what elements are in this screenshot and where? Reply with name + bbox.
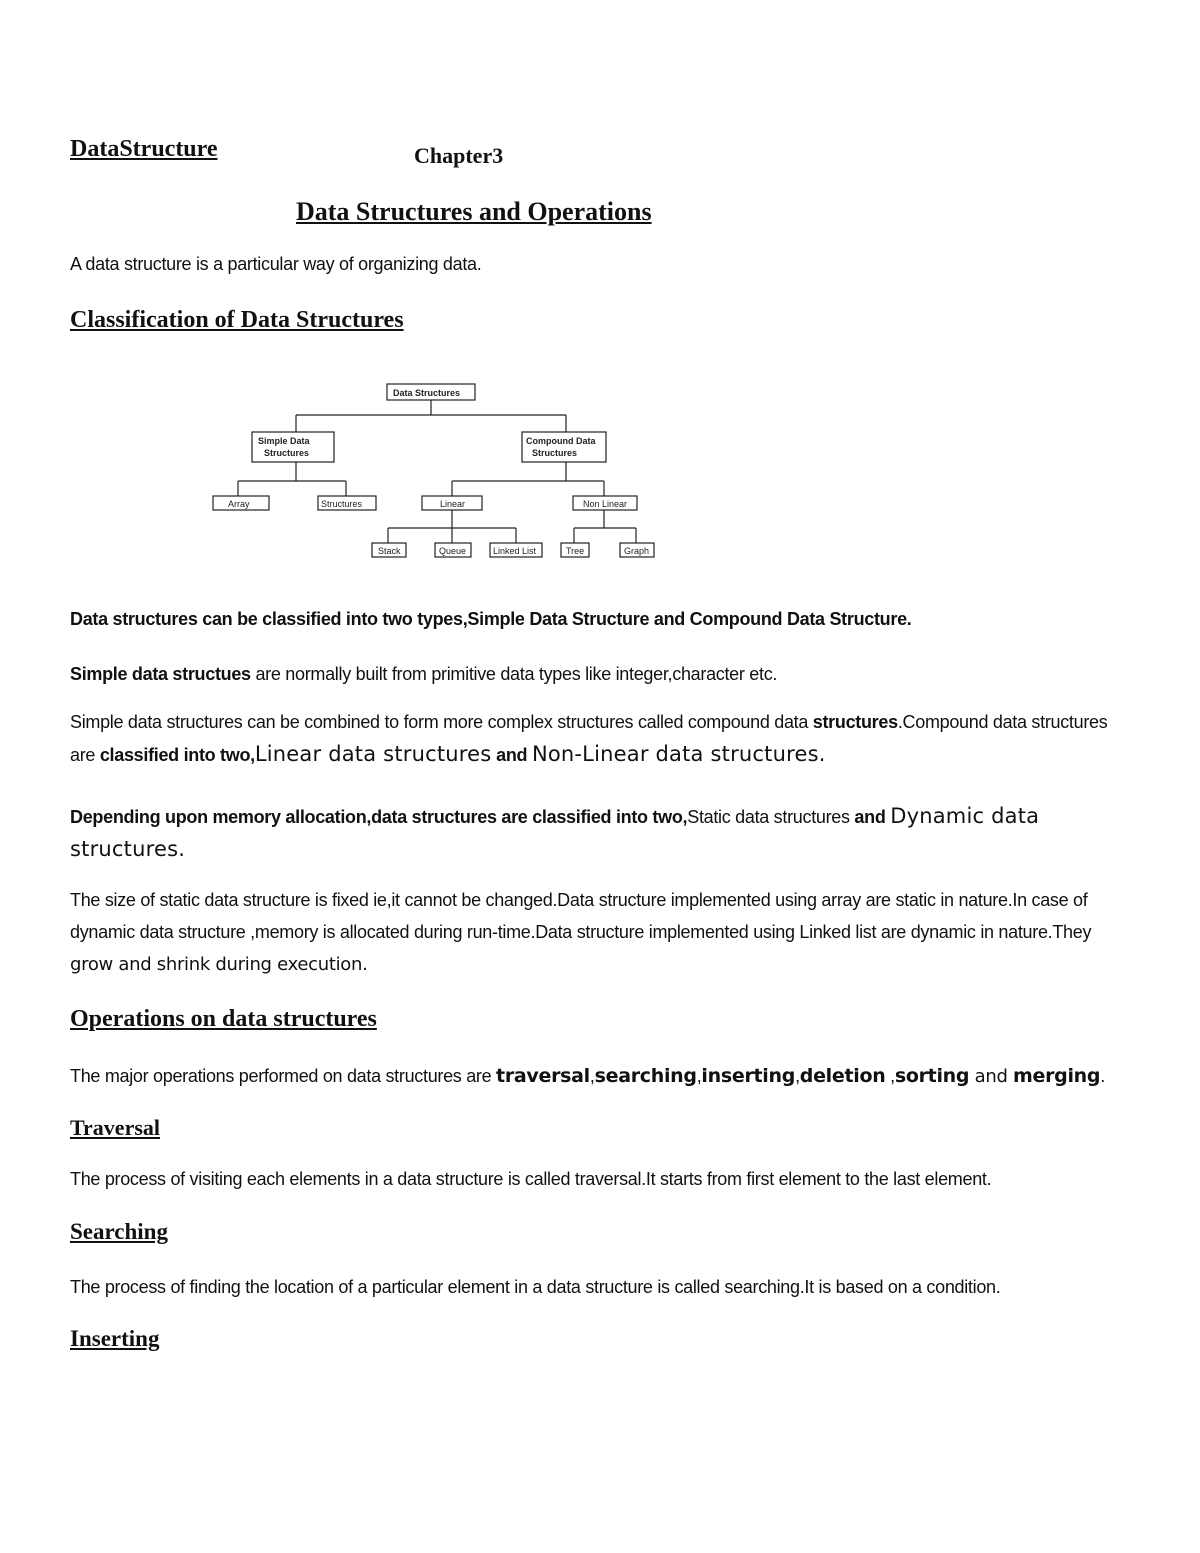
node-simple-label bbox=[258, 436, 312, 458]
node-nonlinear-label: Non Linear bbox=[583, 499, 628, 509]
searching-text: The process of finding the location of a particular element in a data structure is called searching.It is based on a condition. bbox=[70, 1277, 1001, 1297]
node-linkedlist-label: Linked List bbox=[493, 546, 537, 556]
p4-c: and bbox=[849, 807, 891, 827]
p3-g: Non-Linear data structures. bbox=[531, 742, 826, 766]
p2-bold: Simple data structues bbox=[70, 664, 251, 684]
diagram-svg bbox=[200, 375, 665, 565]
ops-traversal: traversal bbox=[496, 1065, 590, 1087]
ops-deletion: deletion bbox=[799, 1065, 886, 1087]
classification-paragraph-4 bbox=[70, 800, 1130, 866]
ops-inserting: inserting bbox=[701, 1065, 796, 1087]
node-simple-label-line: Simple Data bbox=[258, 436, 310, 446]
p4-b: Static data structures bbox=[687, 807, 850, 827]
chapter-label: Chapter3 bbox=[414, 143, 504, 168]
p5-a: The size of static data structure is fixed ie,it cannot be changed.Data structure implemented using array are static in nature.In case of dynamic data structure ,memory is allocated during run-time.Data structure implemented using Linked list are dynamic in nature.They bbox=[70, 890, 1092, 942]
p4-a: Depending upon memory allocation,data structures are classified into two, bbox=[70, 807, 688, 827]
p3-b: structures bbox=[812, 712, 898, 732]
node-compound-label bbox=[526, 436, 598, 458]
p4-d: Dynamic data structures. bbox=[70, 804, 1040, 861]
traversal-text: The process of visiting each elements in a data structure is called traversal.It starts from first element to the last element. bbox=[70, 1169, 992, 1189]
inserting-heading: Inserting bbox=[70, 1326, 160, 1351]
traversal-heading: Traversal bbox=[70, 1115, 161, 1140]
ops-and: and bbox=[969, 1066, 1014, 1087]
node-graph-label: Graph bbox=[624, 546, 650, 556]
subject-header: DataStructure bbox=[70, 136, 218, 162]
node-compound-label-line-2: Structures bbox=[532, 448, 578, 458]
p3-d: classified into two, bbox=[99, 745, 255, 765]
node-linear-label: Linear bbox=[440, 499, 466, 509]
p3-e: Linear data structures bbox=[254, 742, 492, 766]
ops-searching: searching bbox=[594, 1065, 697, 1087]
node-structures-label: Structures bbox=[321, 499, 363, 509]
classification-paragraph-1: Data structures can be classified into two types,Simple Data Structure and Compound Data Structure. bbox=[70, 609, 912, 629]
node-queue-label: Queue bbox=[439, 546, 467, 556]
node-tree-label: Tree bbox=[566, 546, 585, 556]
intro-text: A data structure is a particular way of organizing data. bbox=[70, 254, 482, 274]
p3-a: Simple data structures can be combined to form more complex structures called compound data bbox=[70, 712, 813, 732]
ops-merging: merging bbox=[1013, 1065, 1101, 1087]
p3-c: .Compound data structures are bbox=[70, 712, 1108, 765]
node-compound-label-line: Compound Data bbox=[526, 436, 596, 446]
node-stack-label: Stack bbox=[378, 546, 401, 556]
searching-heading: Searching bbox=[70, 1219, 168, 1244]
p2-rest: are normally built from primitive data types like integer,character etc. bbox=[250, 664, 778, 684]
p3-f: and bbox=[491, 745, 532, 765]
node-array-label: Array bbox=[228, 499, 250, 509]
page-title: Data Structures and Operations bbox=[296, 197, 652, 226]
classification-paragraph-5 bbox=[70, 884, 1130, 981]
operations-heading: Operations on data structures bbox=[70, 1006, 377, 1032]
classification-diagram bbox=[200, 375, 665, 565]
ops-intro: The major operations performed on data structures are bbox=[70, 1066, 497, 1086]
node-simple-label-line-2: Structures bbox=[264, 448, 310, 458]
classification-paragraph-3 bbox=[70, 706, 1130, 771]
classification-heading: Classification of Data Structures bbox=[70, 307, 404, 333]
operations-intro: The major operations performed on data structures are traversal,searching,inserting,deletion ,sorting and merging. bbox=[70, 1065, 1105, 1087]
classification-paragraph-2 bbox=[70, 658, 1130, 690]
ops-sorting: sorting bbox=[894, 1065, 970, 1087]
node-root-label: Data Structures bbox=[393, 388, 461, 398]
p5-b: grow and shrink during execution. bbox=[70, 954, 368, 975]
